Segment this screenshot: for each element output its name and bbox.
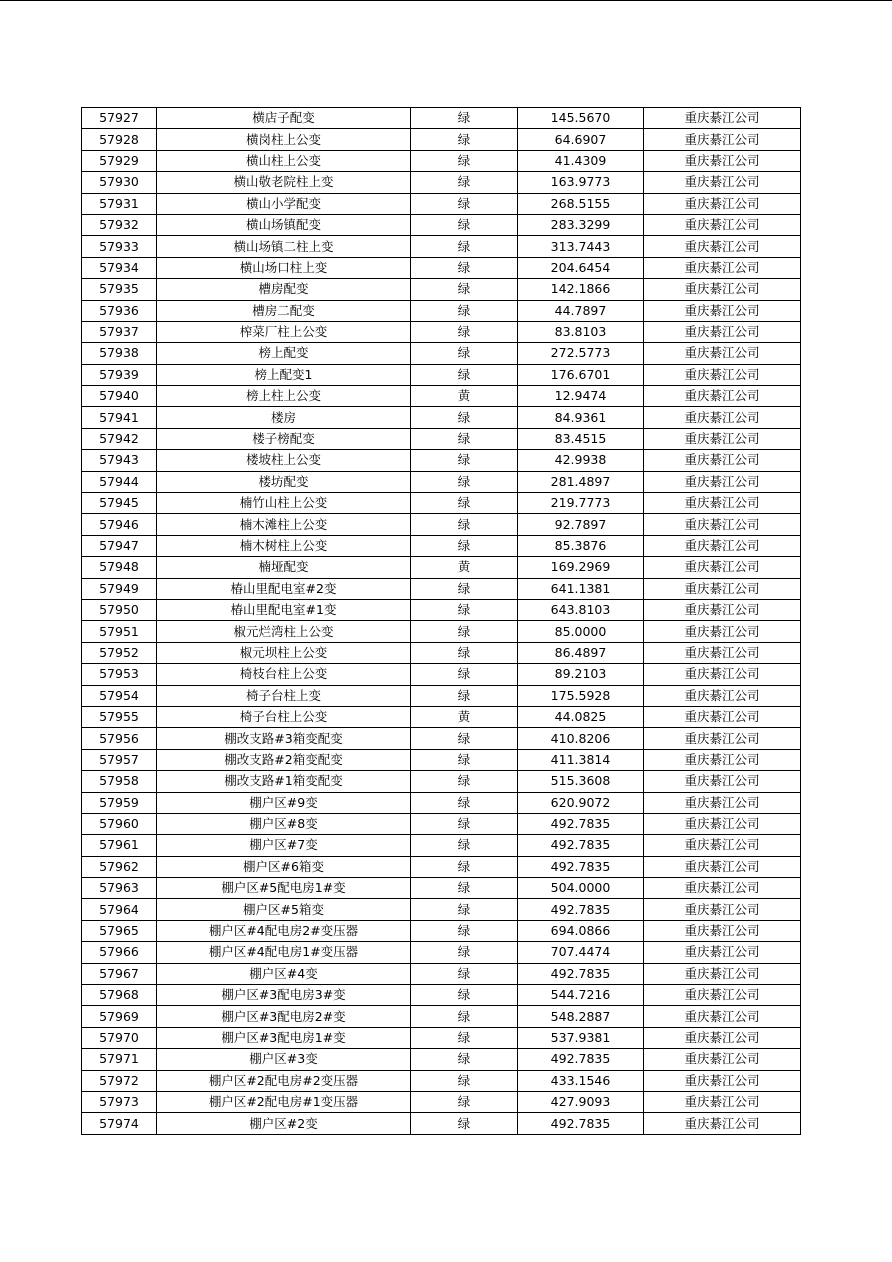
table-row [82,108,801,129]
company-cell: 重庆綦江公司 [644,920,801,941]
table-row [82,172,801,193]
value-cell: 268.5155 [518,193,644,214]
row-id-cell: 57969 [82,1006,157,1027]
company-cell: 重庆綦江公司 [644,193,801,214]
status-cell: 绿 [411,236,518,257]
row-id-cell: 57957 [82,749,157,770]
substation-name-cell: 棚户区#2配电房#1变压器 [157,1091,411,1112]
substation-name-cell: 棚户区#2变 [157,1113,411,1134]
row-id-cell: 57941 [82,407,157,428]
status-cell: 绿 [411,514,518,535]
substation-name-cell: 椅枝台柱上公变 [157,664,411,685]
substation-name-cell: 椅子台柱上变 [157,685,411,706]
value-cell: 169.2969 [518,557,644,578]
status-cell: 绿 [411,257,518,278]
row-id-cell: 57960 [82,813,157,834]
value-cell: 272.5773 [518,343,644,364]
company-cell: 重庆綦江公司 [644,514,801,535]
status-cell: 绿 [411,214,518,235]
company-cell: 重庆綦江公司 [644,685,801,706]
value-cell: 92.7897 [518,514,644,535]
substation-name-cell: 楠竹山柱上公变 [157,493,411,514]
company-cell: 重庆綦江公司 [644,321,801,342]
substation-name-cell: 棚户区#5箱变 [157,899,411,920]
row-id-cell: 57943 [82,450,157,471]
substation-name-cell: 棚户区#3配电房3#变 [157,985,411,1006]
value-cell: 44.0825 [518,706,644,727]
status-cell: 绿 [411,878,518,899]
substation-name-cell: 横山场镇配变 [157,214,411,235]
value-cell: 145.5670 [518,108,644,129]
table-row [82,514,801,535]
status-cell: 绿 [411,364,518,385]
substation-name-cell: 棚户区#4配电房2#变压器 [157,920,411,941]
substation-name-cell: 横山敬老院柱上变 [157,172,411,193]
status-cell: 绿 [411,407,518,428]
value-cell: 492.7835 [518,1049,644,1070]
company-cell: 重庆綦江公司 [644,129,801,150]
company-cell: 重庆綦江公司 [644,1027,801,1048]
table-row [82,685,801,706]
status-cell: 绿 [411,1070,518,1091]
company-cell: 重庆綦江公司 [644,257,801,278]
status-cell: 绿 [411,813,518,834]
substation-name-cell: 棚户区#8变 [157,813,411,834]
table-row [82,428,801,449]
value-cell: 283.3299 [518,214,644,235]
row-id-cell: 57937 [82,321,157,342]
value-cell: 12.9474 [518,386,644,407]
value-cell: 427.9093 [518,1091,644,1112]
status-cell: 绿 [411,728,518,749]
company-cell: 重庆綦江公司 [644,985,801,1006]
value-cell: 204.6454 [518,257,644,278]
status-cell: 绿 [411,835,518,856]
value-cell: 89.2103 [518,664,644,685]
row-id-cell: 57966 [82,942,157,963]
table-row [82,1027,801,1048]
company-cell: 重庆綦江公司 [644,963,801,984]
table-row [82,321,801,342]
row-id-cell: 57945 [82,493,157,514]
company-cell: 重庆綦江公司 [644,343,801,364]
company-cell: 重庆綦江公司 [644,364,801,385]
substation-name-cell: 楠垭配变 [157,557,411,578]
company-cell: 重庆綦江公司 [644,792,801,813]
status-cell: 绿 [411,942,518,963]
substation-name-cell: 楼子榜配变 [157,428,411,449]
table-row [82,386,801,407]
row-id-cell: 57959 [82,792,157,813]
status-cell: 绿 [411,856,518,877]
row-id-cell: 57961 [82,835,157,856]
status-cell: 黄 [411,557,518,578]
substation-name-cell: 椅子台柱上公变 [157,706,411,727]
company-cell: 重庆綦江公司 [644,728,801,749]
value-cell: 142.1866 [518,279,644,300]
table-row [82,1049,801,1070]
status-cell: 绿 [411,664,518,685]
status-cell: 绿 [411,1113,518,1134]
table-row [82,856,801,877]
status-cell: 绿 [411,343,518,364]
status-cell: 绿 [411,899,518,920]
substation-name-cell: 棚户区#4配电房1#变压器 [157,942,411,963]
row-id-cell: 57972 [82,1070,157,1091]
status-cell: 绿 [411,621,518,642]
company-cell: 重庆綦江公司 [644,471,801,492]
row-id-cell: 57927 [82,108,157,129]
row-id-cell: 57974 [82,1113,157,1134]
row-id-cell: 57956 [82,728,157,749]
substation-name-cell: 横店子配变 [157,108,411,129]
table-row [82,985,801,1006]
table-row [82,942,801,963]
table-row [82,920,801,941]
substation-name-cell: 棚户区#9变 [157,792,411,813]
substation-name-cell: 椒元坝柱上公变 [157,642,411,663]
table-row [82,792,801,813]
table-row [82,621,801,642]
status-cell: 绿 [411,108,518,129]
value-cell: 86.4897 [518,642,644,663]
company-cell: 重庆綦江公司 [644,300,801,321]
row-id-cell: 57934 [82,257,157,278]
substation-name-cell: 榜上柱上公变 [157,386,411,407]
company-cell: 重庆綦江公司 [644,557,801,578]
table-row [82,471,801,492]
substation-name-cell: 棚改支路#1箱变配变 [157,771,411,792]
substation-name-cell: 榜上配变 [157,343,411,364]
table-row [82,535,801,556]
value-cell: 707.4474 [518,942,644,963]
value-cell: 44.7897 [518,300,644,321]
substation-name-cell: 榨菜厂柱上公变 [157,321,411,342]
table-row [82,599,801,620]
table-row [82,878,801,899]
table-row [82,300,801,321]
table-row [82,1113,801,1134]
table-row [82,1091,801,1112]
company-cell: 重庆綦江公司 [644,878,801,899]
table-row [82,728,801,749]
company-cell: 重庆綦江公司 [644,942,801,963]
company-cell: 重庆綦江公司 [644,899,801,920]
row-id-cell: 57949 [82,578,157,599]
substation-name-cell: 槽房配变 [157,279,411,300]
status-cell: 绿 [411,172,518,193]
status-cell: 绿 [411,428,518,449]
status-cell: 绿 [411,1091,518,1112]
substation-name-cell: 棚改支路#3箱变配变 [157,728,411,749]
row-id-cell: 57958 [82,771,157,792]
table-row [82,706,801,727]
company-cell: 重庆綦江公司 [644,214,801,235]
company-cell: 重庆綦江公司 [644,749,801,770]
status-cell: 绿 [411,1006,518,1027]
value-cell: 163.9773 [518,172,644,193]
company-cell: 重庆綦江公司 [644,1113,801,1134]
value-cell: 85.3876 [518,535,644,556]
value-cell: 433.1546 [518,1070,644,1091]
status-cell: 绿 [411,450,518,471]
row-id-cell: 57964 [82,899,157,920]
substation-name-cell: 槽房二配变 [157,300,411,321]
table-body [82,108,801,1135]
company-cell: 重庆綦江公司 [644,1049,801,1070]
substation-name-cell: 棚户区#3配电房1#变 [157,1027,411,1048]
status-cell: 黄 [411,706,518,727]
substation-name-cell: 楠木滩柱上公变 [157,514,411,535]
substation-name-cell: 棚户区#2配电房#2变压器 [157,1070,411,1091]
table-row [82,963,801,984]
substation-name-cell: 楠木树柱上公变 [157,535,411,556]
status-cell: 绿 [411,599,518,620]
row-id-cell: 57947 [82,535,157,556]
table-row [82,557,801,578]
table-row [82,835,801,856]
row-id-cell: 57954 [82,685,157,706]
value-cell: 83.4515 [518,428,644,449]
value-cell: 492.7835 [518,1113,644,1134]
status-cell: 绿 [411,578,518,599]
value-cell: 64.6907 [518,129,644,150]
company-cell: 重庆綦江公司 [644,856,801,877]
value-cell: 537.9381 [518,1027,644,1048]
company-cell: 重庆綦江公司 [644,1006,801,1027]
status-cell: 绿 [411,792,518,813]
value-cell: 85.0000 [518,621,644,642]
status-cell: 绿 [411,642,518,663]
row-id-cell: 57967 [82,963,157,984]
substation-name-cell: 棚户区#4变 [157,963,411,984]
status-cell: 黄 [411,386,518,407]
company-cell: 重庆綦江公司 [644,386,801,407]
row-id-cell: 57928 [82,129,157,150]
status-cell: 绿 [411,129,518,150]
table-row [82,813,801,834]
status-cell: 绿 [411,963,518,984]
status-cell: 绿 [411,300,518,321]
value-cell: 410.8206 [518,728,644,749]
value-cell: 219.7773 [518,493,644,514]
substation-name-cell: 棚户区#5配电房1#变 [157,878,411,899]
table-row [82,493,801,514]
value-cell: 548.2887 [518,1006,644,1027]
value-cell: 175.5928 [518,685,644,706]
row-id-cell: 57939 [82,364,157,385]
status-cell: 绿 [411,1027,518,1048]
status-cell: 绿 [411,321,518,342]
substation-name-cell: 横山场镇二柱上变 [157,236,411,257]
row-id-cell: 57948 [82,557,157,578]
company-cell: 重庆綦江公司 [644,599,801,620]
company-cell: 重庆綦江公司 [644,428,801,449]
value-cell: 83.8103 [518,321,644,342]
value-cell: 41.4309 [518,150,644,171]
value-cell: 411.3814 [518,749,644,770]
company-cell: 重庆綦江公司 [644,835,801,856]
status-cell: 绿 [411,279,518,300]
row-id-cell: 57929 [82,150,157,171]
value-cell: 42.9938 [518,450,644,471]
substation-name-cell: 棚户区#3变 [157,1049,411,1070]
company-cell: 重庆綦江公司 [644,172,801,193]
row-id-cell: 57950 [82,599,157,620]
company-cell: 重庆綦江公司 [644,664,801,685]
value-cell: 492.7835 [518,899,644,920]
table-row [82,1006,801,1027]
substation-name-cell: 棚改支路#2箱变配变 [157,749,411,770]
company-cell: 重庆綦江公司 [644,642,801,663]
value-cell: 620.9072 [518,792,644,813]
row-id-cell: 57952 [82,642,157,663]
table-row [82,236,801,257]
table-row [82,364,801,385]
substation-name-cell: 楼坡柱上公变 [157,450,411,471]
company-cell: 重庆綦江公司 [644,621,801,642]
table-row [82,214,801,235]
table-row [82,193,801,214]
value-cell: 281.4897 [518,471,644,492]
row-id-cell: 57968 [82,985,157,1006]
table-row [82,129,801,150]
table-row [82,771,801,792]
company-cell: 重庆綦江公司 [644,706,801,727]
company-cell: 重庆綦江公司 [644,450,801,471]
value-cell: 176.6701 [518,364,644,385]
table-row [82,257,801,278]
value-cell: 492.7835 [518,813,644,834]
status-cell: 绿 [411,193,518,214]
substation-name-cell: 横岗柱上公变 [157,129,411,150]
substation-name-cell: 椿山里配电室#1变 [157,599,411,620]
row-id-cell: 57971 [82,1049,157,1070]
substation-name-cell: 椿山里配电室#2变 [157,578,411,599]
company-cell: 重庆綦江公司 [644,535,801,556]
table-row [82,1070,801,1091]
table-row [82,899,801,920]
value-cell: 504.0000 [518,878,644,899]
row-id-cell: 57973 [82,1091,157,1112]
company-cell: 重庆綦江公司 [644,108,801,129]
status-cell: 绿 [411,1049,518,1070]
company-cell: 重庆綦江公司 [644,493,801,514]
company-cell: 重庆綦江公司 [644,771,801,792]
company-cell: 重庆綦江公司 [644,1070,801,1091]
row-id-cell: 57955 [82,706,157,727]
table-row [82,642,801,663]
company-cell: 重庆綦江公司 [644,578,801,599]
value-cell: 694.0866 [518,920,644,941]
company-cell: 重庆綦江公司 [644,236,801,257]
substation-name-cell: 横山场口柱上变 [157,257,411,278]
status-cell: 绿 [411,771,518,792]
value-cell: 643.8103 [518,599,644,620]
row-id-cell: 57935 [82,279,157,300]
status-cell: 绿 [411,920,518,941]
status-cell: 绿 [411,493,518,514]
substation-table [81,107,801,1135]
value-cell: 544.7216 [518,985,644,1006]
row-id-cell: 57962 [82,856,157,877]
value-cell: 492.7835 [518,856,644,877]
table-row [82,343,801,364]
company-cell: 重庆綦江公司 [644,813,801,834]
row-id-cell: 57938 [82,343,157,364]
value-cell: 641.1381 [518,578,644,599]
table-row [82,664,801,685]
status-cell: 绿 [411,749,518,770]
substation-name-cell: 棚户区#6箱变 [157,856,411,877]
status-cell: 绿 [411,471,518,492]
row-id-cell: 57936 [82,300,157,321]
status-cell: 绿 [411,535,518,556]
substation-name-cell: 横山小学配变 [157,193,411,214]
value-cell: 492.7835 [518,963,644,984]
row-id-cell: 57933 [82,236,157,257]
company-cell: 重庆綦江公司 [644,150,801,171]
status-cell: 绿 [411,150,518,171]
row-id-cell: 57970 [82,1027,157,1048]
substation-name-cell: 楼坊配变 [157,471,411,492]
row-id-cell: 57946 [82,514,157,535]
substation-name-cell: 榜上配变1 [157,364,411,385]
table-row [82,150,801,171]
table-row [82,279,801,300]
row-id-cell: 57930 [82,172,157,193]
table-row [82,407,801,428]
row-id-cell: 57963 [82,878,157,899]
company-cell: 重庆綦江公司 [644,407,801,428]
status-cell: 绿 [411,685,518,706]
value-cell: 515.3608 [518,771,644,792]
table-row [82,749,801,770]
table-row [82,450,801,471]
substation-name-cell: 横山柱上公变 [157,150,411,171]
substation-name-cell: 椒元烂湾柱上公变 [157,621,411,642]
company-cell: 重庆綦江公司 [644,279,801,300]
row-id-cell: 57940 [82,386,157,407]
row-id-cell: 57931 [82,193,157,214]
substation-name-cell: 棚户区#7变 [157,835,411,856]
company-cell: 重庆綦江公司 [644,1091,801,1112]
row-id-cell: 57932 [82,214,157,235]
row-id-cell: 57942 [82,428,157,449]
value-cell: 492.7835 [518,835,644,856]
page-top-border [0,0,892,1]
table-row [82,578,801,599]
row-id-cell: 57951 [82,621,157,642]
row-id-cell: 57965 [82,920,157,941]
substation-name-cell: 楼房 [157,407,411,428]
row-id-cell: 57953 [82,664,157,685]
status-cell: 绿 [411,985,518,1006]
value-cell: 84.9361 [518,407,644,428]
row-id-cell: 57944 [82,471,157,492]
substation-name-cell: 棚户区#3配电房2#变 [157,1006,411,1027]
value-cell: 313.7443 [518,236,644,257]
